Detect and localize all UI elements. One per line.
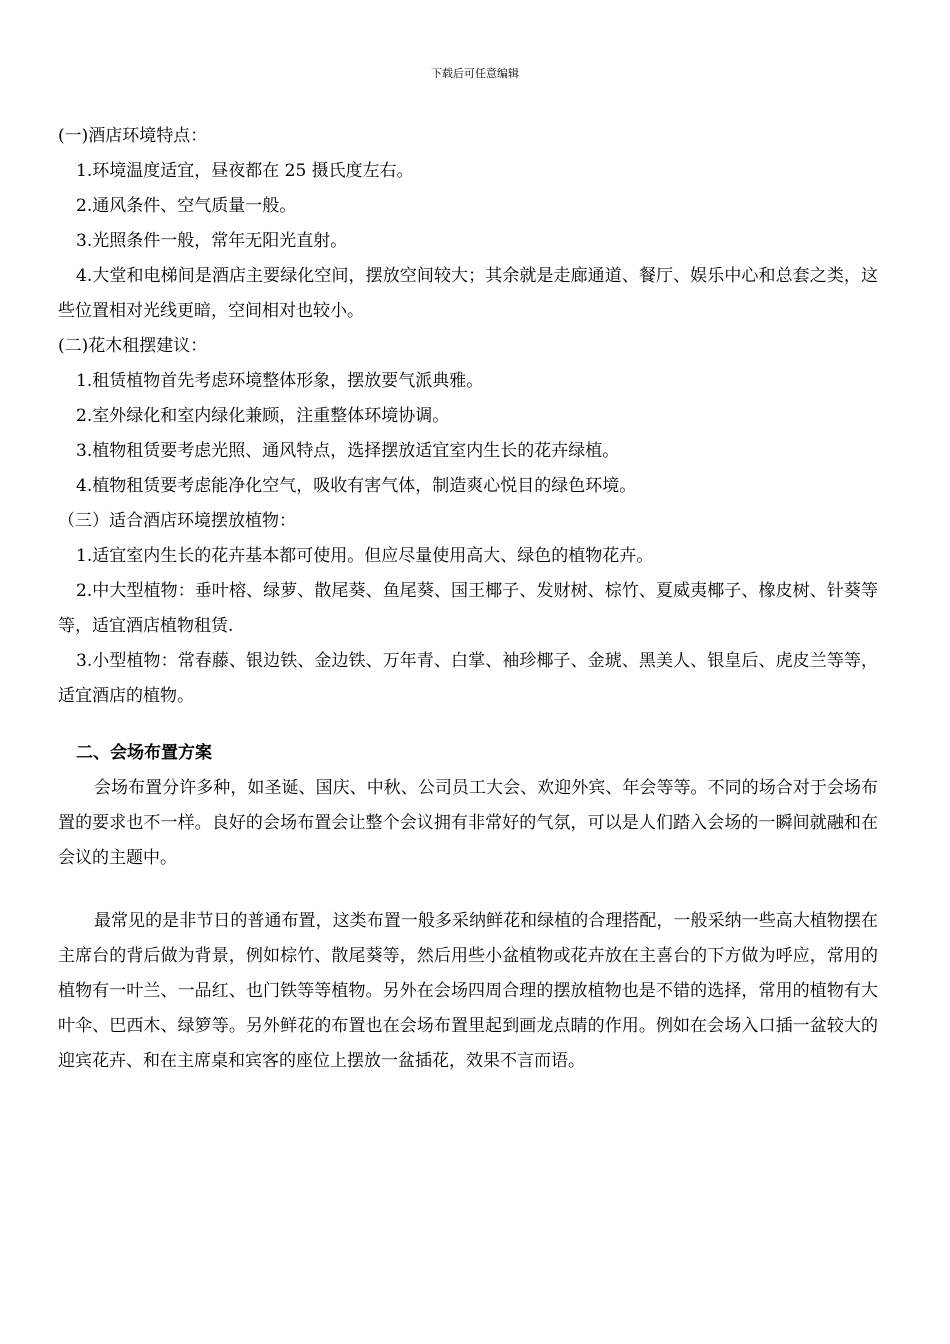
venue-paragraph: 最常见的是非节日的普通布置，这类布置一般多采纳鲜花和绿植的合理搭配，一般采纳一些高大植物摆在主席台的背后做为背景，例如棕竹、散尾葵等，然后用些小盆植物或花卉放在主喜台的下方做为呼应，常用的植物有一叶兰、一品红、也门铁等等植物。另外在会场四周合理的摆放植物也是不错的选择，常用的植物有大叶伞、巴西木、绿箩等。另外鲜花的布置也在会场布置里起到画龙点睛的作用。例如在会场入口插一盆较大的迎宾花卉、和在主席桌和宾客的座位上摆放一盆插花，效果不言而语。 [58, 911, 878, 1071]
document-body [58, 119, 878, 1079]
section3-heading: （三）适合酒店环境摆放植物： [58, 511, 296, 531]
spacer [58, 876, 878, 904]
section2-item: 1.租赁植物首先考虑环境整体形象，摆放要气派典雅。 [76, 371, 484, 391]
section1-item: 1.环境温度适宜，昼夜都在 25 摄氏度左右。 [76, 161, 414, 181]
section1-item: 2.通风条件、空气质量一般。 [76, 196, 297, 216]
section3-item: 3.小型植物：常春藤、银边铁、金边铁、万年青、白掌、袖珍椰子、金琥、黑美人、银皇后、虎皮兰等等，适宜酒店的植物。 [58, 651, 878, 706]
page-header-note: 下载后可任意编辑 [431, 67, 519, 80]
section3-item: 2.中大型植物：垂叶榕、绿萝、散尾葵、鱼尾葵、国王椰子、发财树、棕竹、夏威夷椰子、橡皮树、针葵等等，适宜酒店植物租赁. [58, 581, 878, 636]
venue-section-title: 二、会场布置方案 [76, 743, 212, 763]
section1-item: 4.大堂和电梯间是酒店主要绿化空间，摆放空间较大；其余就是走廊通道、餐厅、娱乐中心和总套之类，这些位置相对光线更暗，空间相对也较小。 [58, 266, 878, 321]
section2-item: 3.植物租赁要考虑光照、通风特点，选择摆放适宜室内生长的花卉绿植。 [76, 441, 620, 461]
section3-item: 1.适宜室内生长的花卉基本都可使用。但应尽量使用高大、绿色的植物花卉。 [76, 546, 654, 566]
spacer [58, 714, 878, 736]
section1-item: 3.光照条件一般，常年无阳光直射。 [76, 231, 348, 251]
section1-heading: (一)酒店环境特点： [58, 126, 208, 146]
section2-item: 4.植物租赁要考虑能净化空气，吸收有害气体，制造爽心悦目的绿色环境。 [76, 476, 637, 496]
section2-item: 2.室外绿化和室内绿化兼顾，注重整体环境协调。 [76, 406, 450, 426]
venue-paragraph: 会场布置分许多种，如圣诞、国庆、中秋、公司员工大会、欢迎外宾、年会等等。不同的场合对于会场布置的要求也不一样。良好的会场布置会让整个会议拥有非常好的气氛，可以是人们踏入会场的一瞬间就融和在会议的主题中。 [58, 778, 878, 868]
section2-heading: (二)花木租摆建议： [58, 336, 208, 356]
